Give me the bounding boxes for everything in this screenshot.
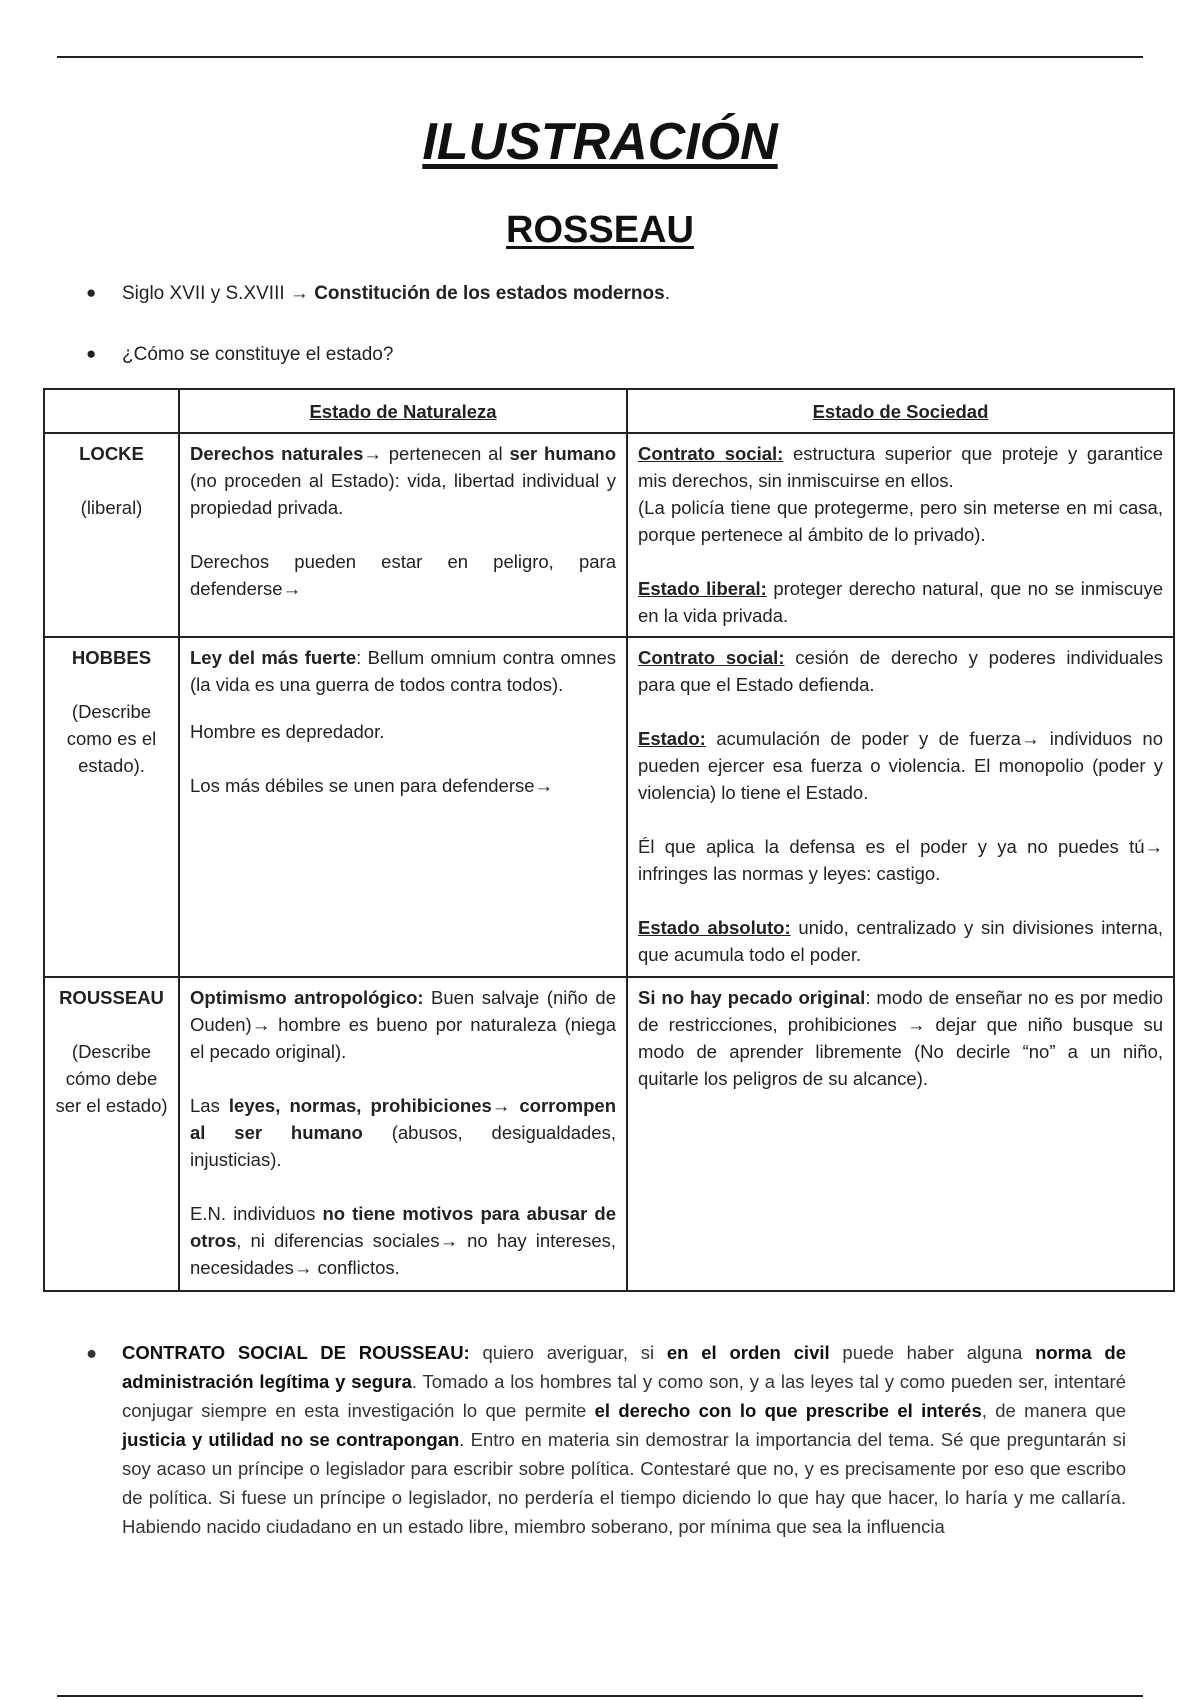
table-header-row [44, 389, 1174, 433]
top-rule [57, 56, 1143, 58]
bullet-text: ¿Cómo se constituye el estado? [122, 344, 394, 365]
header-estado-naturaleza: Estado de Naturaleza [179, 389, 627, 433]
contrato-social-paragraph: CONTRATO SOCIAL DE ROUSSEAU: quiero averiguar, si en el orden civil puede haber alguna norma de administración legítima y segura. Tomado a los hombres tal y como son, y a las leyes tal y como pueden ser, intentaré conjugar siempre en esta investigación lo que permite el derecho con lo que prescribe el interés, de manera que justicia y utilidad no se contrapongan. Entro en materia sin demostrar la importancia del tema. Sé que preguntarán si soy acaso un príncipe o legislador para escribir sobre política. Contestaré que no, y es precisamente por eso que escribo de política. Si fuese un príncipe o legislador, no perdería el tiempo diciendo lo que hay que hacer, lo haría y me callaría. Habiendo nacido ciudadano en un estado libre, miembro soberano, por mínima que sea la influencia [122, 1342, 1126, 1537]
bullet-dot-icon: ● [86, 1342, 98, 1363]
locke-sociedad: Contrato social: estructura superior que proteje y garantice mis derechos, sin inmiscuirse en ellos. (La policía tiene que protegerme, pero sin meterse en mi casa, porque pertenece al ámbito de lo privado). Estado liberal: proteger derecho natural, que no se inmiscuye en la vida privada. [627, 433, 1174, 637]
comparison-table [43, 388, 1175, 1292]
table-row-rousseau [44, 977, 1174, 1291]
bullet-dot-icon: ● [86, 283, 97, 302]
table-row-hobbes [44, 637, 1174, 977]
table-row-locke [44, 433, 1174, 637]
row-label-rousseau: ROUSSEAU (Describe cómo debe ser el estado) [44, 977, 179, 1291]
hobbes-naturaleza: Ley del más fuerte: Bellum omnium contra omnes (la vida es una guerra de todos contra todos). Hombre es depredador. Los más débiles se unen para defenderse→ [179, 637, 627, 977]
bottom-rule [57, 1695, 1143, 1697]
row-label-locke: LOCKE (liberal) [44, 433, 179, 637]
row-label-hobbes: HOBBES (Describe como es el estado). [44, 637, 179, 977]
rousseau-naturaleza: Optimismo antropológico: Buen salvaje (niño de Ouden)→ hombre es bueno por naturaleza (niega el pecado original). Las leyes, normas, prohibiciones→ corrompen al ser humano (abusos, desigualdades, injusticias). E.N. individuos no tiene motivos para abusar de otros, ni diferencias sociales→ no hay intereses, necesidades→ conflictos. [179, 977, 627, 1291]
page-subtitle: ROSSEAU [506, 209, 694, 251]
header-estado-sociedad: Estado de Sociedad [627, 389, 1174, 433]
bullet-text: Siglo XVII y S.XVIII → Constitución de los estados modernos. [122, 283, 670, 304]
hobbes-sociedad: Contrato social: cesión de derecho y poderes individuales para que el Estado defienda. Estado: acumulación de poder y de fuerza→ individuos no pueden ejercer esa fuerza o violencia. El monopolio (poder y violencia) lo tiene el Estado. Él que aplica la defensa es el poder y ya no puedes tú→ infringes las normas y leyes: castigo. Estado absoluto: unido, centralizado y sin divisiones interna, que acumula todo el poder. [627, 637, 1174, 977]
bullet-contrato-social [86, 1338, 1126, 1541]
page-title: ILUSTRACIÓN [422, 113, 778, 171]
bullet-dot-icon: ● [86, 344, 97, 363]
rousseau-sociedad: Si no hay pecado original: modo de enseñar no es por medio de restricciones, prohibiciones → dejar que niño busque su modo de aprender libremente (No decirle “no” a un niño, quitarle los peligros de su alcance). [627, 977, 1174, 1291]
locke-naturaleza: Derechos naturales→ pertenecen al ser humano (no proceden al Estado): vida, libertad individual y propiedad privada. Derechos pueden estar en peligro, para defenderse→ [179, 433, 627, 637]
header-empty [44, 389, 179, 433]
